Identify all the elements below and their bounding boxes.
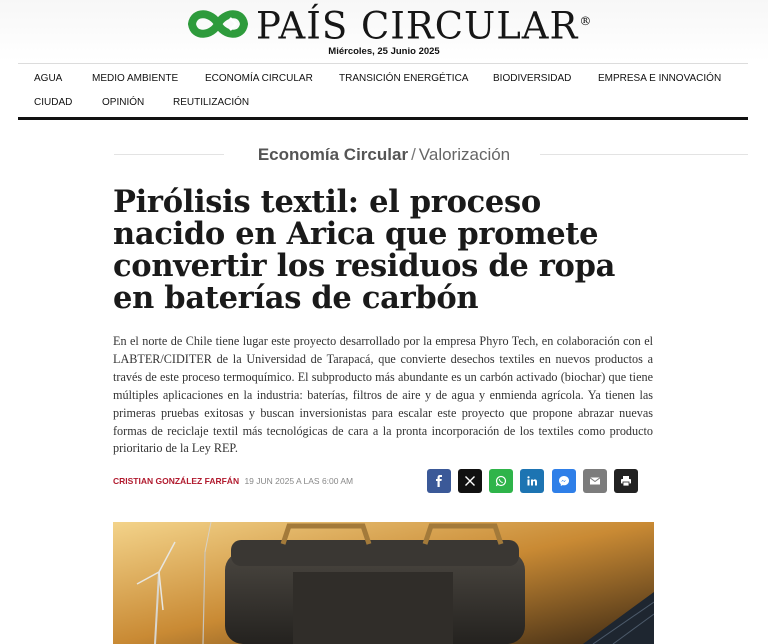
main-nav: [18, 63, 748, 119]
hero-illustration: [113, 522, 654, 644]
breadcrumb-subcategory[interactable]: Valorización: [418, 145, 511, 164]
site-logo-text: PAÍS CIRCULAR®: [256, 4, 593, 48]
share-x-button[interactable]: [458, 469, 482, 493]
whatsapp-icon: [495, 475, 507, 487]
infinity-logo-icon: [186, 6, 250, 42]
share-print-button[interactable]: [614, 469, 638, 493]
share-whatsapp-button[interactable]: [489, 469, 513, 493]
share-messenger-button[interactable]: [552, 469, 576, 493]
current-date: Miércoles, 25 Junio 2025: [328, 46, 440, 57]
nav-item-biodiversidad[interactable]: BIODIVERSIDAD: [493, 73, 572, 84]
share-facebook-button[interactable]: [427, 469, 451, 493]
x-icon: [464, 475, 476, 487]
messenger-icon: [558, 475, 570, 487]
nav-item-ciudad[interactable]: CIUDAD: [34, 97, 73, 108]
nav-item-medio-ambiente[interactable]: MEDIO AMBIENTE: [92, 73, 179, 84]
nav-item-agua[interactable]: AGUA: [34, 73, 63, 84]
author-link[interactable]: CRISTIAN GONZÁLEZ FARFÁN: [113, 476, 240, 486]
site-logo[interactable]: [186, 4, 593, 48]
article-lede: En el norte de Chile tiene lugar este proyecto desarrollado por la empresa Phyro Tech, en colaboración con el LABTER/CIDITER de la Universidad de Tarapacá, que convierte desechos textiles en nuevos productos a través de este proceso termoquímico. El subproducto más abundante es un carbón activado (biochar) que tiene múltiples aplicaciones en la industria: baterías, filtros de aire y de agua y enmienda agrícola. Ya tienen las primeras pruebas exitosas y buscan inversionistas para escalar este proyecto que propone abrazar nuevas formas de reciclaje textil más tecnológicas de cara a la pronta incorporación de los textiles como producto prioritario de la Ley REP.: [113, 334, 653, 456]
nav-item-economia-circular[interactable]: ECONOMÍA CIRCULAR: [205, 73, 313, 84]
nav-item-transicion-energetica[interactable]: TRANSICIÓN ENERGÉTICA: [339, 73, 469, 84]
email-icon: [589, 475, 601, 487]
nav-divider: [18, 117, 748, 120]
breadcrumb-separator: /: [411, 145, 416, 164]
article-title: Pirólisis textil: el proceso nacido en Arica que promete convertir los residuos de ropa en baterías de carbón: [113, 184, 616, 316]
facebook-icon: [433, 475, 445, 487]
linkedin-icon: [526, 475, 538, 487]
share-email-button[interactable]: [583, 469, 607, 493]
byline: [113, 476, 353, 486]
publish-date: 19 JUN 2025 A LAS 6:00 AM: [244, 476, 354, 486]
nav-item-reutilizacion[interactable]: REUTILIZACIÓN: [173, 97, 250, 108]
nav-item-opinion[interactable]: OPINIÓN: [102, 97, 145, 108]
nav-item-empresa-innovacion[interactable]: EMPRESA E INNOVACIÓN: [598, 73, 722, 84]
share-linkedin-button[interactable]: [520, 469, 544, 493]
print-icon: [620, 475, 632, 487]
breadcrumb-category[interactable]: Economía Circular: [257, 145, 409, 164]
breadcrumb: [0, 145, 768, 165]
hero-image: [113, 522, 654, 644]
site-header: [0, 0, 768, 62]
